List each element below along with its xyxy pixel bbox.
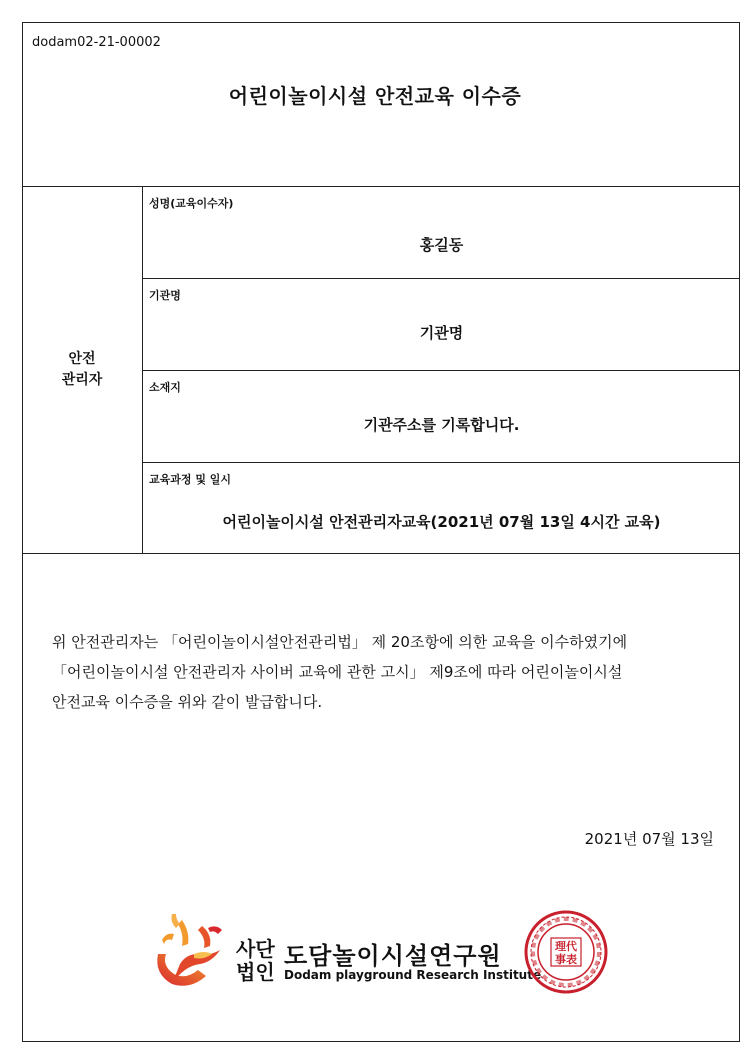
info-side-label — [22, 187, 143, 553]
row-institution — [143, 279, 740, 371]
row-label-institution: 기관명 — [149, 289, 181, 302]
row-name — [143, 187, 740, 279]
safety-manager-label: 안전 관리자 — [61, 351, 103, 388]
certificate-statement: 위 안전관리자는 「어린이놀이시설안전관리법」 제 20조항에 의한 교육을 이수하였기에 「어린이놀이시설 안전관리자 사이버 교육에 관한 고시」 제9조에 따라 어린이놀이시설 안전교육 이수증을 위와 같이 발급합니다. — [52, 633, 628, 711]
institute-name-english: Dodam playground Research Institute — [284, 968, 542, 982]
row-course — [143, 463, 740, 555]
certificate-title: 어린이놀이시설 안전교육 이수증 — [228, 84, 522, 108]
dodam-logo-icon — [150, 910, 228, 990]
row-value-name: 홍길동 — [419, 236, 464, 254]
corporation-type: 사단 법인 — [236, 937, 275, 984]
row-label-address: 소재지 — [149, 381, 181, 394]
row-label-name: 성명(교육이수자) — [149, 197, 234, 210]
info-table — [22, 186, 740, 554]
issue-date: 2021년 07월 13일 — [584, 830, 714, 848]
row-address — [143, 371, 740, 463]
row-value-institution: 기관명 — [419, 324, 464, 342]
document-id: dodam02-21-00002 — [32, 35, 161, 50]
institute-name: 도담놀이시설연구원 — [284, 942, 502, 970]
row-value-course: 어린이놀이시설 안전관리자교육(2021년 07월 13일 4시간 교육) — [222, 513, 661, 531]
row-value-address: 기관주소를 기록합니다. — [363, 416, 520, 434]
svg-text:事表: 事表 — [555, 953, 577, 966]
svg-text:理代: 理代 — [555, 940, 577, 953]
official-seal-icon — [524, 910, 608, 994]
issuer-footer — [150, 908, 620, 998]
row-label-course: 교육과정 및 일시 — [149, 473, 232, 486]
